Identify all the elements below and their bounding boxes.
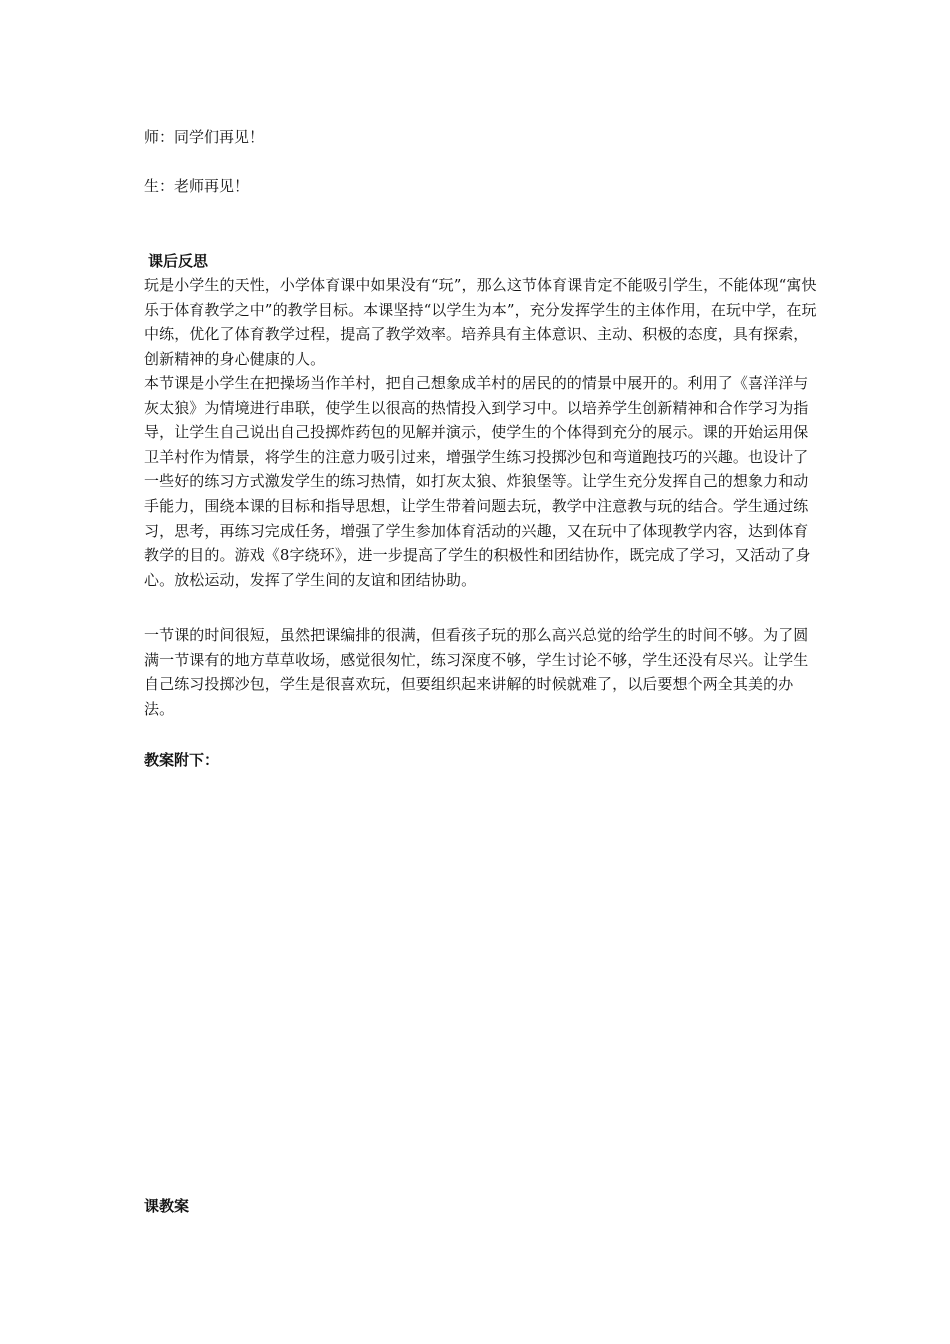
reflection-paragraph-3: 一节课的时间很短，虽然把课编排的很满，但看孩子玩的那么高兴总觉的给学生的时间不够。为了圆满一节课有的地方草草收场，感觉很匆忙，练习深度不够，学生讨论不够，学生还没有尽兴。让学生自己练习投掷沙包，学生是很喜欢玩，但要组织起来讲解的时候就难了，以后要想个两全其美的办法。 [144,626,809,718]
reflection-paragraph-2: 本节课是小学生在把操场当作羊村，把自己想象成羊村的居民的的情景中展开的。利用了《喜洋洋与灰太狼》为情境进行串联，使学生以很高的热情投入到学习中。以培养学生创新精神和合作学习为指导，让学生自己说出自己投掷炸药包的见解并演示，使学生的个体得到充分的展示。课的开始运用保卫羊村作为情景，将学生的注意力吸引过来，增强学生练习投掷沙包和弯道跑技巧的兴趣。也设计了一些好的练习方式激发学生的练习热情，如打灰太狼、炸狼堡等。让学生充分发挥自己的想象力和动手能力，围绕本课的目标和指导思想，让学生带着问题去玩，教学中注意教与玩的结合。学生通过练习，思考，再练习完成任务，增强了学生参加体育活动的兴趣，又在玩中了体现教学内容，达到体育教学的目的。游戏《8字绕环》，进一步提高了学生的积极性和团结协作，既完成了学习，又活动了身心。放松运动，发挥了学生间的友谊和团结协助。 [144,374,811,589]
student-farewell-line: 生：老师再见！ [144,177,250,195]
reflection-paragraph-1: 玩是小学生的天性，小学体育课中如果没有“玩”，那么这节体育课肯定不能吸引学生，不能体现“寓快乐于体育教学之中”的教学目标。本课坚持“以学生为本”，充分发挥学生的主体作用，在玩中学，在玩中练，优化了体育教学过程，提高了教学效率。培养具有主体意识、主动、积极的态度，具有探索，创新精神的身心健康的人。 [144,276,817,368]
lesson-plan-heading: 课教案 [144,1197,190,1215]
appendix-heading: 教案附下： [144,751,220,769]
reflection-heading: 课后反思 [148,252,209,270]
teacher-farewell-line: 师：同学们再见！ [144,128,265,146]
